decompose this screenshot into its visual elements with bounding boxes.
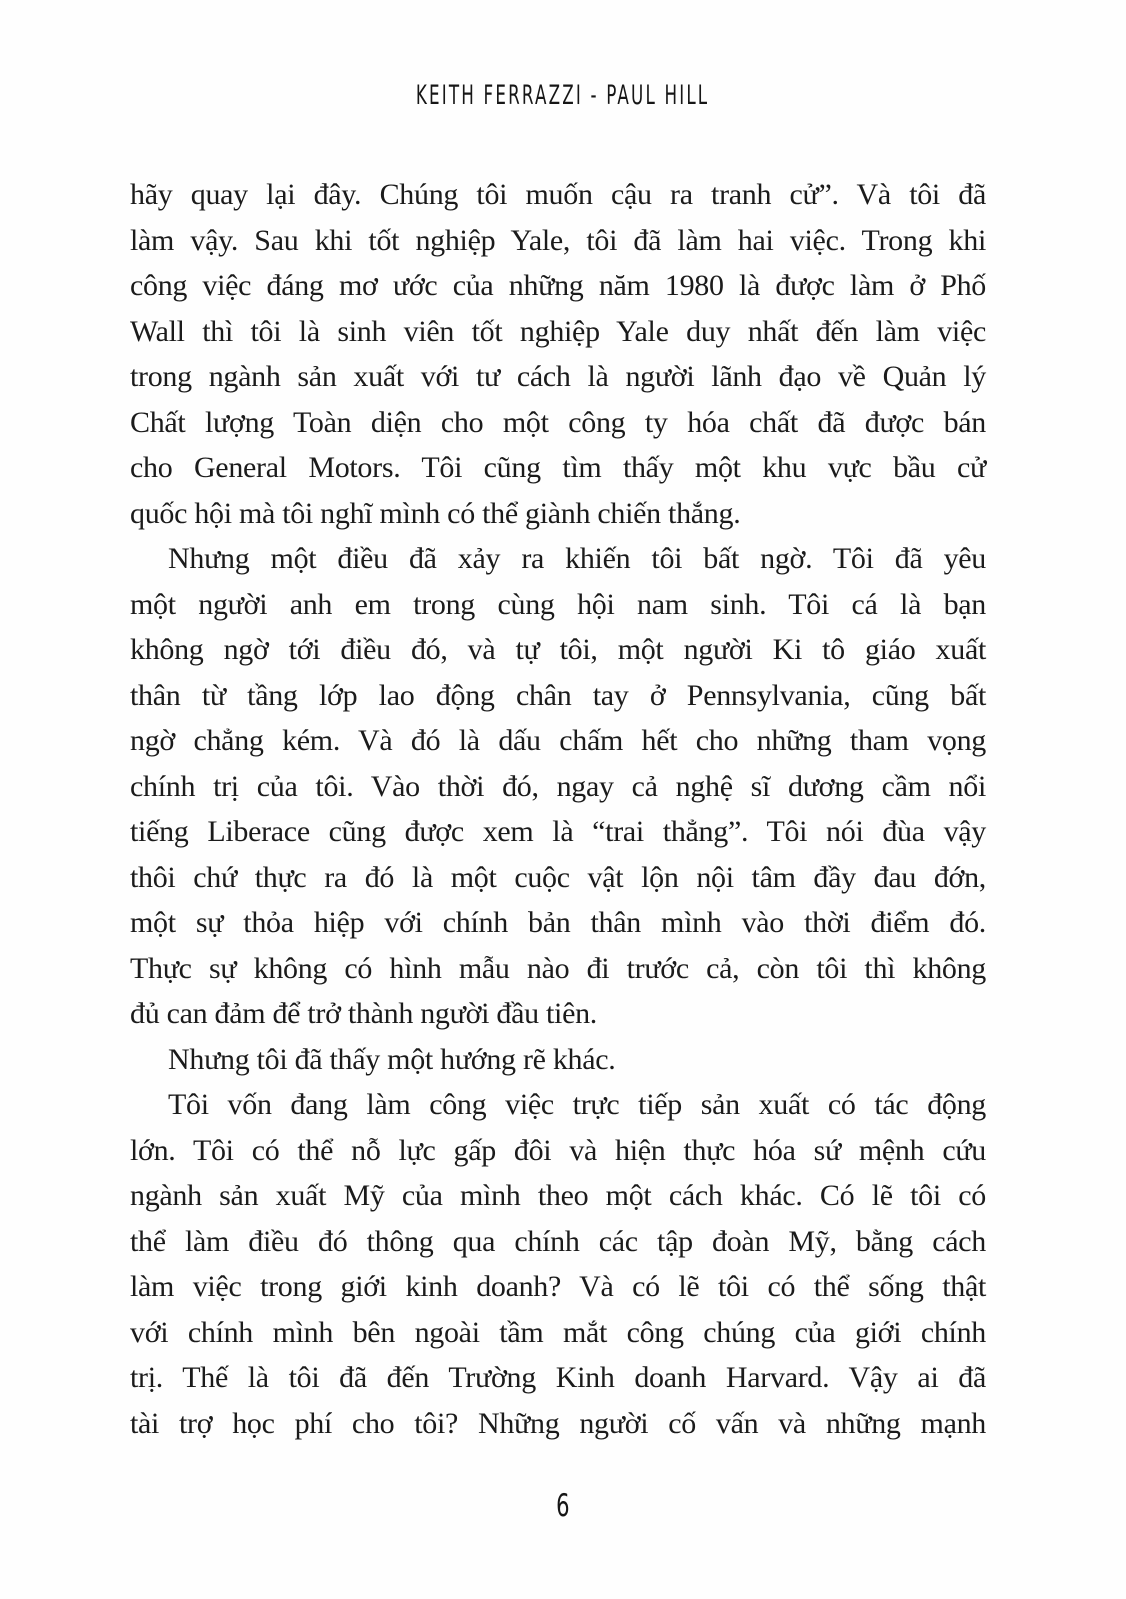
text-line: Tôi vốn đang làm công việc trực tiếp sản xuất có tác động	[168, 1088, 986, 1121]
text-line: chính trị của tôi. Vào thời đó, ngay cả nghệ sĩ dương cầm nổi	[130, 769, 986, 803]
text-line: Nhưng một điều đã xảy ra khiến tôi bất ngờ. Tôi đã yêu	[168, 542, 986, 575]
author-names: KEITH FERRAZZI - PAUL HILL	[416, 80, 710, 111]
text-line: thôi chứ thực ra đó là một cuộc vật lộn nội tâm đầy đau đớn,	[130, 860, 986, 894]
text-line: hãy quay lại đây. Chúng tôi muốn cậu ra tranh cử”. Và tôi đã	[130, 178, 986, 211]
page-number: 6	[556, 1488, 570, 1524]
text-line: một người anh em trong cùng hội nam sinh. Tôi cá là bạn	[130, 587, 986, 621]
text-line: cho General Motors. Tôi cũng tìm thấy một khu vực bầu cử	[130, 451, 986, 484]
text-line: trong ngành sản xuất với tư cách là người lãnh đạo về Quản lý	[130, 360, 986, 393]
page-footer	[0, 1488, 1126, 1524]
body-text	[130, 172, 986, 1446]
text-line: lớn. Tôi có thể nỗ lực gấp đôi và hiện thực hóa sứ mệnh cứu	[130, 1133, 986, 1167]
text-line: công việc đáng mơ ước của những năm 1980 là được làm ở Phố	[130, 269, 986, 302]
text-line: đủ can đảm để trở thành người đầu tiên.	[130, 997, 597, 1030]
text-line: thể làm điều đó thông qua chính các tập đoàn Mỹ, bằng cách	[130, 1224, 986, 1258]
paragraph	[130, 172, 986, 536]
text-line: Chất lượng Toàn diện cho một công ty hóa chất đã được bán	[130, 405, 986, 439]
running-header	[0, 80, 1126, 111]
text-line: tiếng Liberace cũng được xem là “trai thẳng”. Tôi nói đùa vậy	[130, 815, 986, 848]
text-line: một sự thỏa hiệp với chính bản thân mình vào thời điểm đó.	[130, 906, 986, 939]
text-line: làm vậy. Sau khi tốt nghiệp Yale, tôi đã làm hai việc. Trong khi	[130, 223, 986, 257]
text-line: quốc hội mà tôi nghĩ mình có thể giành chiến thắng.	[130, 496, 741, 530]
paragraph	[130, 536, 986, 1037]
text-line: với chính mình bên ngoài tầm mắt công chúng của giới chính	[130, 1315, 986, 1349]
text-line: tài trợ học phí cho tôi? Những người cố vấn và những mạnh	[130, 1406, 986, 1440]
text-line: trị. Thế là tôi đã đến Trường Kinh doanh Harvard. Vậy ai đã	[130, 1361, 986, 1394]
paragraph	[130, 1082, 986, 1446]
text-line: Thực sự không có hình mẫu nào đi trước cả, còn tôi thì không	[130, 951, 986, 985]
text-line: Nhưng tôi đã thấy một hướng rẽ khác.	[168, 1042, 616, 1076]
text-line: thân từ tầng lớp lao động chân tay ở Pennsylvania, cũng bất	[130, 678, 986, 712]
text-line: ngành sản xuất Mỹ của mình theo một cách khác. Có lẽ tôi có	[130, 1179, 986, 1212]
paragraph	[130, 1037, 986, 1083]
text-line: Wall thì tôi là sinh viên tốt nghiệp Yale duy nhất đến làm việc	[130, 314, 986, 348]
text-line: không ngờ tới điều đó, và tự tôi, một người Ki tô giáo xuất	[130, 633, 986, 666]
text-line: ngờ chẳng kém. Và đó là dấu chấm hết cho những tham vọng	[130, 724, 986, 757]
text-line: làm việc trong giới kinh doanh? Và có lẽ tôi có thể sống thật	[130, 1270, 986, 1303]
